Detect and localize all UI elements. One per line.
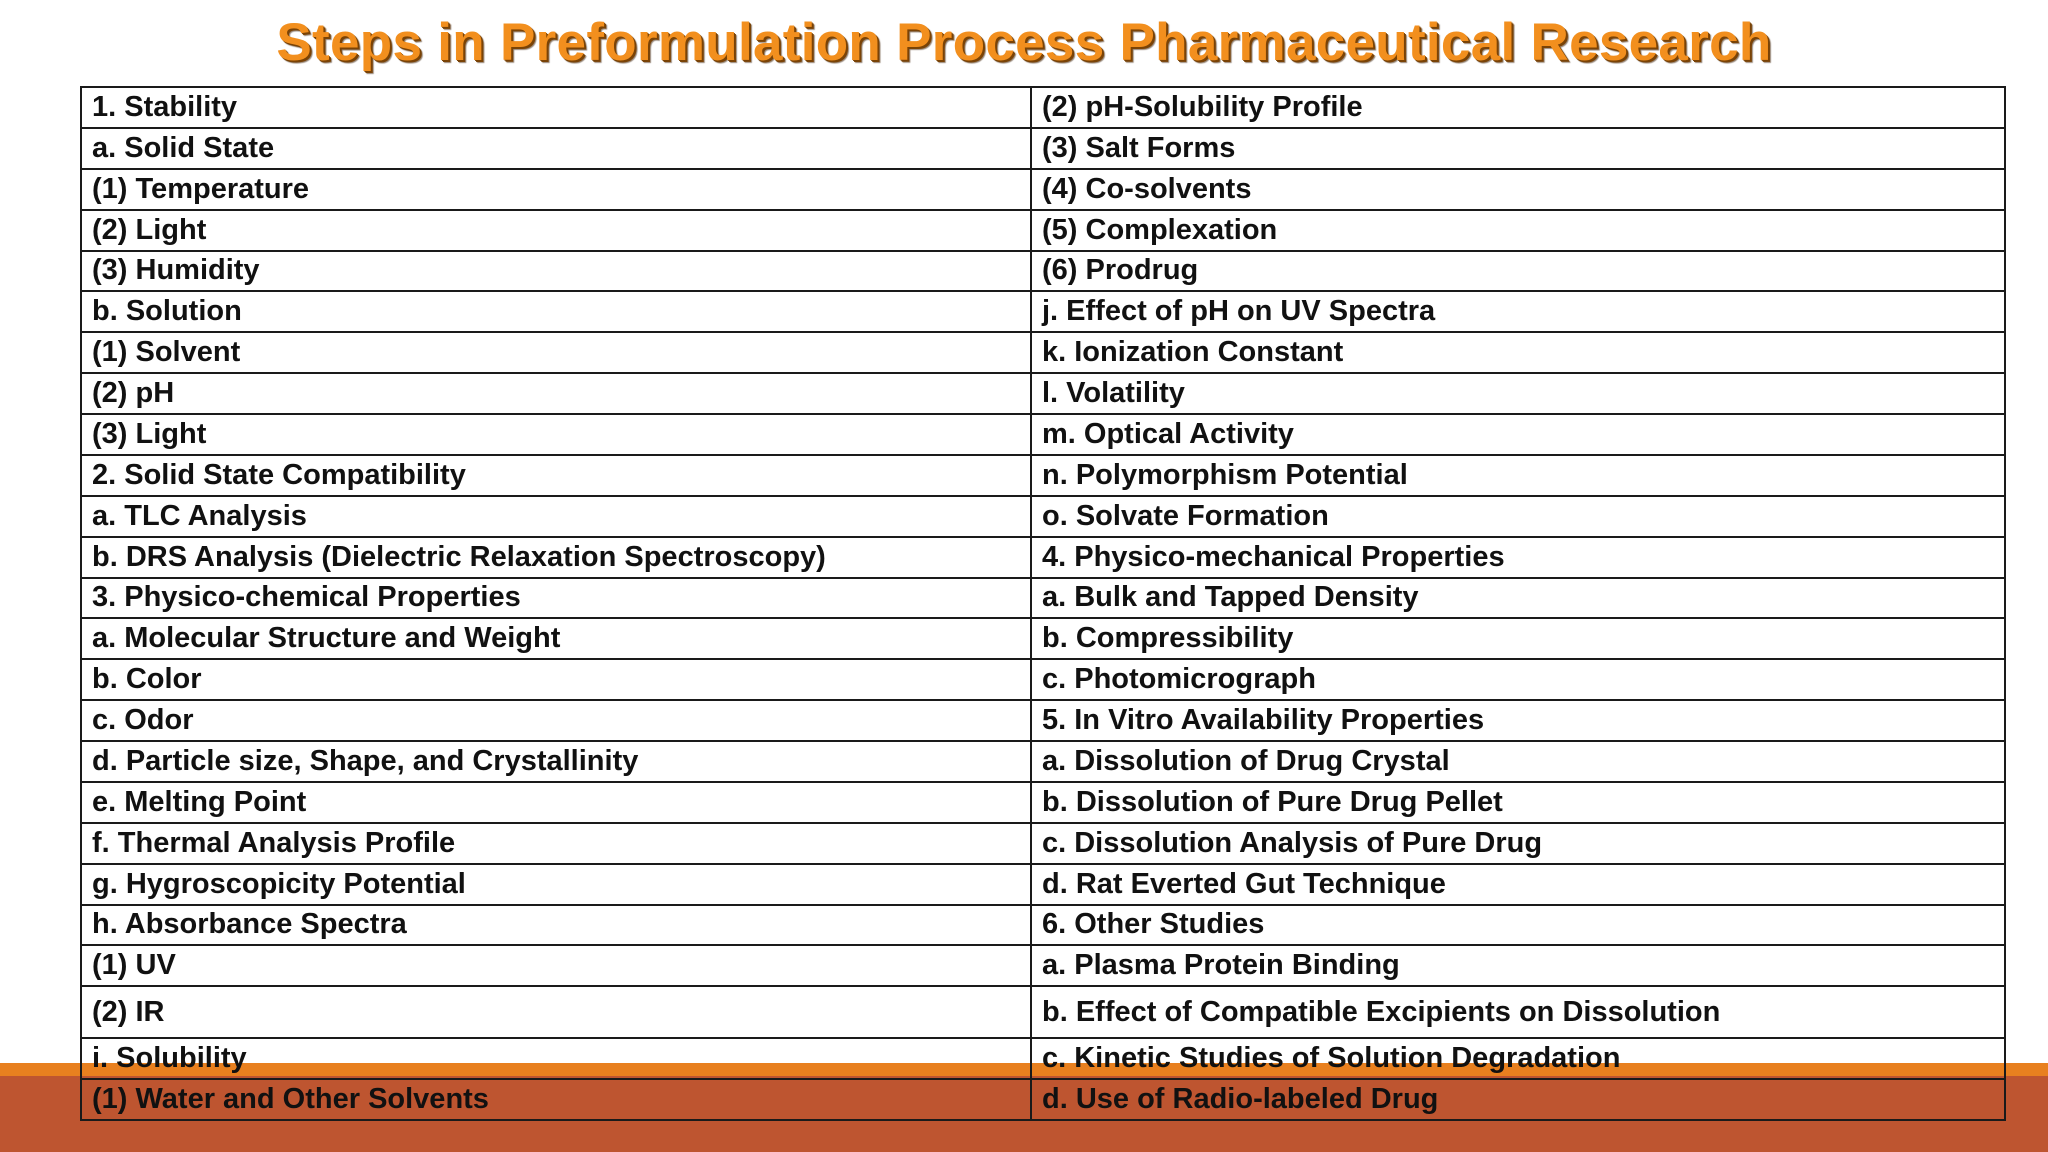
table-row: [81, 332, 2005, 373]
table-cell-left: (1) Temperature: [81, 169, 1031, 210]
table-cell-right: k. Ionization Constant: [1031, 332, 2005, 373]
table-cell-left: (2) IR: [81, 986, 1031, 1038]
table-cell-right: 4. Physico-mechanical Properties: [1031, 537, 2005, 578]
slide-title: Steps in Preformulation Process Pharmaceutical Research: [276, 13, 1772, 72]
table-cell-right: o. Solvate Formation: [1031, 496, 2005, 537]
table-cell-left: g. Hygroscopicity Potential: [81, 864, 1031, 905]
table-cell-right: d. Rat Everted Gut Technique: [1031, 864, 2005, 905]
table-cell-left: a. Molecular Structure and Weight: [81, 618, 1031, 659]
table-row: [81, 905, 2005, 946]
table-cell-left: (2) pH: [81, 373, 1031, 414]
table-cell-left: (3) Humidity: [81, 251, 1031, 292]
table-cell-right: a. Bulk and Tapped Density: [1031, 578, 2005, 619]
table-cell-right: c. Photomicrograph: [1031, 659, 2005, 700]
table-cell-left: i. Solubility: [81, 1038, 1031, 1079]
table-row: [81, 986, 2005, 1038]
table-row: [81, 741, 2005, 782]
table-cell-right: (6) Prodrug: [1031, 251, 2005, 292]
table-row: [81, 291, 2005, 332]
table-cell-right: d. Use of Radio-labeled Drug: [1031, 1079, 2005, 1120]
table-row: [81, 455, 2005, 496]
table-row: [81, 496, 2005, 537]
table-row: [81, 1038, 2005, 1079]
table-cell-left: 1. Stability: [81, 87, 1031, 128]
table-row: [81, 864, 2005, 905]
table-row: [81, 945, 2005, 986]
table-cell-right: c. Dissolution Analysis of Pure Drug: [1031, 823, 2005, 864]
table-cell-left: (1) Water and Other Solvents: [81, 1079, 1031, 1120]
table-cell-right: b. Effect of Compatible Excipients on Dissolution: [1031, 986, 2005, 1038]
table-cell-right: j. Effect of pH on UV Spectra: [1031, 291, 2005, 332]
table-row: [81, 659, 2005, 700]
table-row: [81, 823, 2005, 864]
table-row: [81, 128, 2005, 169]
table-cell-right: l. Volatility: [1031, 373, 2005, 414]
table-row: [81, 1079, 2005, 1120]
table-cell-right: c. Kinetic Studies of Solution Degradation: [1031, 1038, 2005, 1079]
table-row: [81, 87, 2005, 128]
table-cell-right: (2) pH-Solubility Profile: [1031, 87, 2005, 128]
table-cell-right: (3) Salt Forms: [1031, 128, 2005, 169]
table-cell-left: 3. Physico-chemical Properties: [81, 578, 1031, 619]
table-cell-right: (5) Complexation: [1031, 210, 2005, 251]
table-cell-left: b. Solution: [81, 291, 1031, 332]
table-cell-right: 6. Other Studies: [1031, 905, 2005, 946]
table-row: [81, 700, 2005, 741]
table-cell-left: (2) Light: [81, 210, 1031, 251]
table-cell-right: b. Dissolution of Pure Drug Pellet: [1031, 782, 2005, 823]
table-row: [81, 414, 2005, 455]
table-cell-left: (1) UV: [81, 945, 1031, 986]
table-cell-left: 2. Solid State Compatibility: [81, 455, 1031, 496]
table-row: [81, 169, 2005, 210]
table-row: [81, 578, 2005, 619]
table-row: [81, 782, 2005, 823]
table-cell-left: b. DRS Analysis (Dielectric Relaxation Spectroscopy): [81, 537, 1031, 578]
table-cell-right: a. Dissolution of Drug Crystal: [1031, 741, 2005, 782]
table-cell-right: a. Plasma Protein Binding: [1031, 945, 2005, 986]
table-row: [81, 618, 2005, 659]
table-cell-left: f. Thermal Analysis Profile: [81, 823, 1031, 864]
table-cell-left: c. Odor: [81, 700, 1031, 741]
table-cell-left: a. TLC Analysis: [81, 496, 1031, 537]
table-cell-right: 5. In Vitro Availability Properties: [1031, 700, 2005, 741]
table-cell-right: b. Compressibility: [1031, 618, 2005, 659]
table-row: [81, 373, 2005, 414]
table-row: [81, 251, 2005, 292]
preformulation-steps-table: [80, 86, 2006, 1121]
table-cell-left: (3) Light: [81, 414, 1031, 455]
table-body: [81, 87, 2005, 1120]
table-cell-left: (1) Solvent: [81, 332, 1031, 373]
table-cell-left: d. Particle size, Shape, and Crystallinity: [81, 741, 1031, 782]
table-cell-left: a. Solid State: [81, 128, 1031, 169]
table-row: [81, 210, 2005, 251]
table-cell-left: e. Melting Point: [81, 782, 1031, 823]
table-cell-right: m. Optical Activity: [1031, 414, 2005, 455]
table-cell-left: h. Absorbance Spectra: [81, 905, 1031, 946]
table-cell-right: n. Polymorphism Potential: [1031, 455, 2005, 496]
table-row: [81, 537, 2005, 578]
table-cell-right: (4) Co-solvents: [1031, 169, 2005, 210]
table-cell-left: b. Color: [81, 659, 1031, 700]
